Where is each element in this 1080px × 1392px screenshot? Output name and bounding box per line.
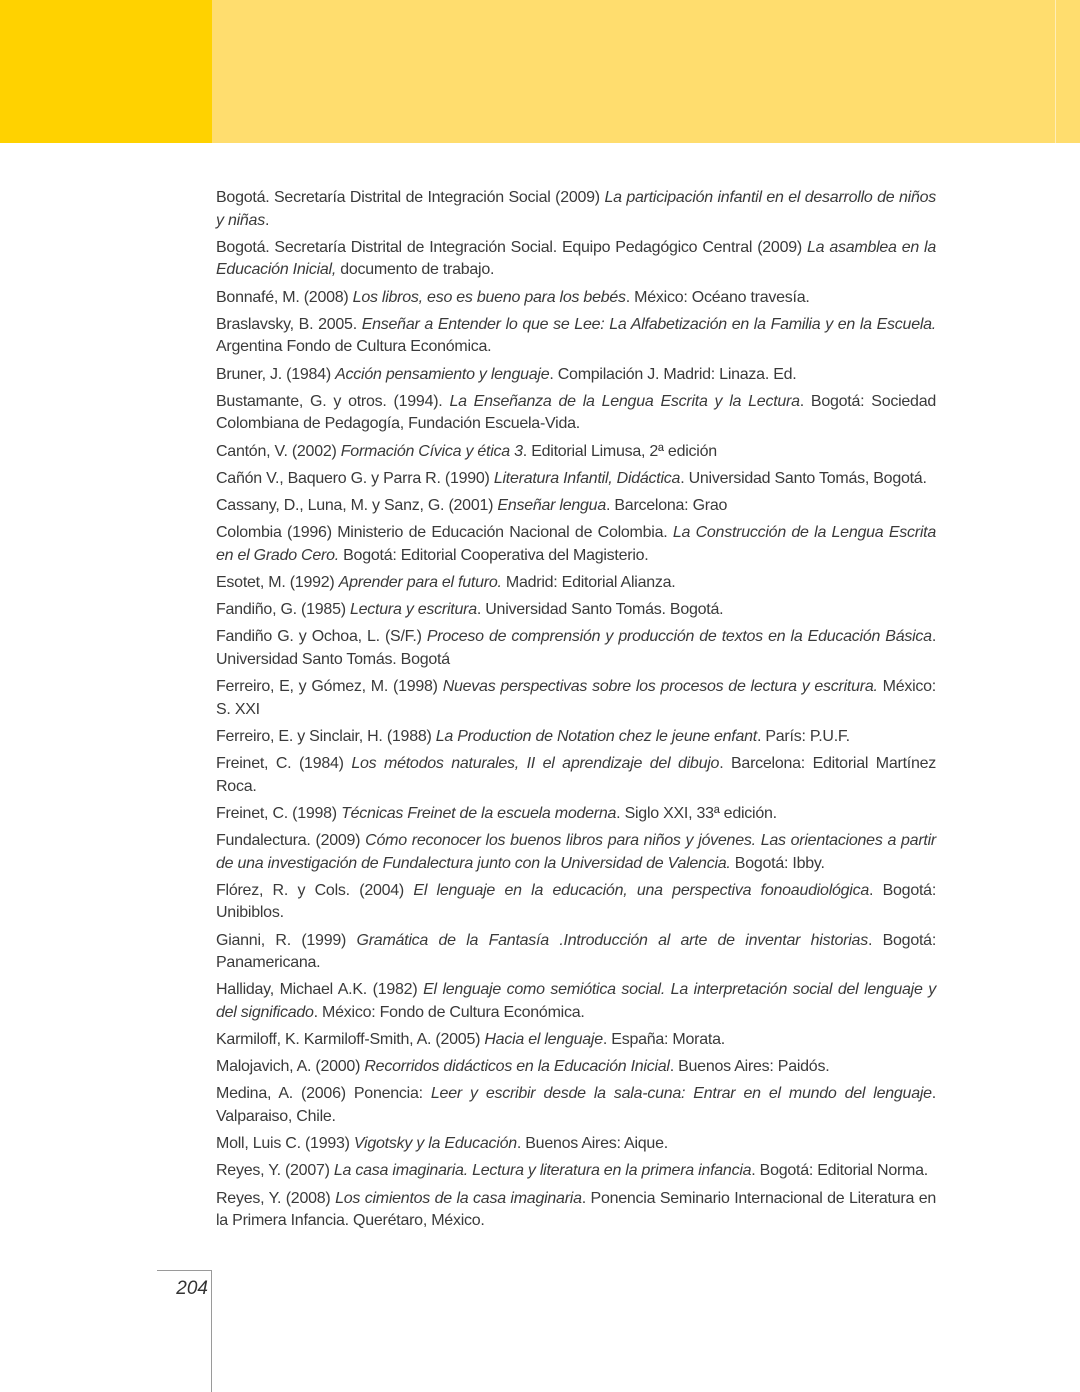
entry-text: Ferreiro, E. y Sinclair, H. (1988) xyxy=(216,727,436,745)
entry-text: Fandiño, G. (1985) xyxy=(216,601,350,619)
entry-text: Freinet, C. (1998) xyxy=(216,804,342,822)
bibliography-entry xyxy=(216,522,936,567)
entry-text: Karmiloff, K. Karmiloff-Smith, A. (2005) xyxy=(216,1031,485,1049)
entry-title: La Construcción de la Lengua Escrita en el Grado Cero. xyxy=(216,524,937,564)
bibliography-entry xyxy=(216,979,936,1024)
bibliography-entry xyxy=(216,1133,936,1156)
header-band-left xyxy=(0,0,212,143)
bibliography-entry xyxy=(216,930,936,975)
bibliography-entry xyxy=(216,676,936,721)
bibliography-entry xyxy=(216,364,936,387)
entry-text: Colombia (1996) Ministerio de Educación Nacional de Colombia. xyxy=(216,524,673,542)
entry-text: . Valparaiso, Chile. xyxy=(216,1085,936,1126)
entry-text: Argentina Fondo de Cultura Económica. xyxy=(216,338,492,356)
bibliography-list xyxy=(216,187,936,1237)
entry-text: . Universidad Santo Tomás. Bogotá xyxy=(216,628,937,668)
entry-title: La Production de Notation chez le jeune enfant xyxy=(435,727,757,745)
bibliography-entry xyxy=(216,1160,936,1183)
entry-text: . París: P.U.F. xyxy=(756,727,850,745)
entry-title: Hacia el lenguaje xyxy=(484,1031,603,1049)
entry-title: El lenguaje como semiótica social. La interpretación social del lenguaje y del significado xyxy=(216,981,937,1021)
entry-text: . Barcelona: Grao xyxy=(605,496,728,514)
bibliography-entry xyxy=(216,880,936,925)
entry-text: . xyxy=(264,211,270,229)
entry-title: Lectura y escritura xyxy=(350,601,477,619)
entry-text: . México: Océano travesía. xyxy=(625,288,810,306)
bibliography-entry xyxy=(216,391,936,436)
entry-title: Los libros, eso es bueno para los bebés xyxy=(352,288,626,306)
entry-text: Moll, Luis C. (1993) xyxy=(216,1135,354,1153)
bibliography-entry xyxy=(216,572,936,595)
entry-title: Leer y escribir desde la sala-cuna: Entrar en el mundo del lenguaje xyxy=(430,1085,932,1103)
entry-text: Medina, A. (2006) Ponencia: xyxy=(216,1085,431,1103)
entry-title: Aprender para el futuro. xyxy=(338,573,502,591)
header-band-right xyxy=(212,0,1080,143)
bibliography-entry xyxy=(216,599,936,622)
entry-text: Gianni, R. (1999) xyxy=(216,931,357,949)
entry-text: Cantón, V. (2002) xyxy=(216,442,341,460)
entry-text: Bogotá. Secretaría Distrital de Integración Social (2009) xyxy=(216,189,605,206)
entry-title: La participación infantil en el desarrollo de niños y niñas xyxy=(216,189,936,229)
entry-text: Halliday, Michael A.K. (1982) xyxy=(216,981,424,999)
entry-title: Nuevas perspectivas sobre los procesos de lectura y escritura. xyxy=(442,678,878,695)
entry-title: La Enseñanza de la Lengua Escrita y la Lectura xyxy=(449,392,800,410)
entry-text: . Compilación J. Madrid: Linaza. Ed. xyxy=(549,365,797,383)
bibliography-entry xyxy=(216,287,936,310)
entry-text: . Editorial Limusa, 2ª edición xyxy=(522,442,717,460)
entry-text: Freinet, C. (1984) xyxy=(216,754,352,772)
entry-text: Bustamante, G. y otros. (1994). xyxy=(216,392,450,410)
entry-title: El lenguaje en la educación, una perspectiva fonoaudiológica xyxy=(413,881,869,899)
entry-text: . México: Fondo de Cultura Económica. xyxy=(313,1003,585,1021)
bibliography-entry xyxy=(216,495,936,518)
bibliography-entry xyxy=(216,753,936,798)
entry-text: Bonnafé, M. (2008) xyxy=(216,288,353,306)
entry-text: . Bogotá: Sociedad Colombiana de Pedagogía, Fundación Escuela-Vida. xyxy=(216,392,937,433)
entry-title: Gramática de la Fantasía .Introducción al arte de inventar historias xyxy=(356,931,868,949)
bibliography-entry xyxy=(216,803,936,826)
entry-text: Reyes, Y. (2008) xyxy=(216,1189,336,1207)
entry-text: México: S. XXI xyxy=(216,678,937,718)
bibliography-entry xyxy=(216,726,936,749)
entry-text: Madrid: Editorial Alianza. xyxy=(501,573,676,591)
entry-title: Técnicas Freinet de la escuela moderna xyxy=(341,804,617,822)
entry-text: Fandiño G. y Ochoa, L. (S/F.) xyxy=(216,628,427,646)
entry-text: Bogotá: Ibby. xyxy=(730,854,825,872)
entry-text: Esotet, M. (1992) xyxy=(216,573,339,591)
bibliography-entry xyxy=(216,237,936,282)
bibliography-entry xyxy=(216,1188,936,1233)
bibliography-entry xyxy=(216,314,936,359)
entry-text: . Bogotá: Unibiblos. xyxy=(216,881,937,922)
footer-rule-vertical xyxy=(211,1270,212,1392)
entry-text: Reyes, Y. (2007) xyxy=(216,1162,334,1180)
entry-text: Bogotá. Secretaría Distrital de Integración Social. Equipo Pedagógico Central (2009) xyxy=(216,238,807,256)
entry-title: Enseñar lengua xyxy=(497,496,606,514)
bibliography-entry xyxy=(216,626,936,671)
entry-text: documento de trabajo. xyxy=(336,261,495,279)
entry-text: Braslavsky, B. 2005. xyxy=(216,315,362,333)
entry-text: . Siglo XXI, 33ª edición. xyxy=(616,804,777,822)
bibliography-entry xyxy=(216,468,936,491)
entry-title: Enseñar a Entender lo que se Lee: La Alfabetización en la Familia y en la Escuela. xyxy=(361,315,936,333)
entry-text: Ferreiro, E, y Gómez, M. (1998) xyxy=(216,678,443,695)
entry-text: . Bogotá: Panamericana. xyxy=(216,931,937,972)
entry-text: Cañón V., Baquero G. y Parra R. (1990) xyxy=(216,469,494,487)
bibliography-entry xyxy=(216,1083,936,1128)
entry-title: Recorridos didácticos en la Educación Inicial xyxy=(364,1058,670,1076)
entry-title: La casa imaginaria. Lectura y literatura en la primera infancia xyxy=(333,1162,752,1180)
entry-title: La asamblea en la Educación Inicial, xyxy=(216,238,937,279)
entry-title: Proceso de comprensión y producción de textos en la Educación Básica xyxy=(426,628,932,646)
entry-text: . Universidad Santo Tomás, Bogotá. xyxy=(680,469,927,487)
entry-text: Bogotá: Editorial Cooperativa del Magisterio. xyxy=(338,546,649,564)
entry-title: Los métodos naturales, II el aprendizaje del dibujo xyxy=(351,754,720,772)
entry-text: . Barcelona: Editorial Martínez Roca. xyxy=(216,754,937,795)
entry-text: . Ponencia Seminario Internacional de Literatura en la Primera Infancia. Querétaro, México. xyxy=(216,1189,937,1230)
entry-title: Literatura Infantil, Didáctica xyxy=(493,469,681,487)
entry-title: Vigotsky y la Educación xyxy=(353,1135,517,1153)
entry-title: Los cimientos de la casa imaginaria xyxy=(335,1189,582,1207)
entry-text: Malojavich, A. (2000) xyxy=(216,1058,365,1076)
entry-text: . Universidad Santo Tomás. Bogotá. xyxy=(476,601,724,619)
header-band-divider xyxy=(1055,0,1056,143)
bibliography-entry xyxy=(216,830,936,875)
entry-text: . Buenos Aires: Paidós. xyxy=(669,1058,830,1076)
entry-text: . Buenos Aires: Aique. xyxy=(516,1135,668,1153)
entry-text: . Bogotá: Editorial Norma. xyxy=(751,1162,928,1180)
bibliography-entry xyxy=(216,441,936,464)
bibliography-entry xyxy=(216,1056,936,1079)
entry-text: Bruner, J. (1984) xyxy=(216,365,336,383)
entry-title: Cómo reconocer los buenos libros para niños y jóvenes. Las orientaciones a partir de una investigación de Fundalectura junto con la Universidad de Valencia. xyxy=(216,831,936,872)
footer-rule-horizontal xyxy=(157,1270,212,1271)
bibliography-entry xyxy=(216,1029,936,1052)
entry-text: Flórez, R. y Cols. (2004) xyxy=(216,881,414,899)
entry-title: Formación Cívica y ética 3 xyxy=(340,442,523,460)
entry-text: . España: Morata. xyxy=(602,1031,725,1049)
entry-text: Fundalectura. (2009) xyxy=(216,831,366,849)
bibliography-entry xyxy=(216,187,936,232)
entry-text: Cassany, D., Luna, M. y Sanz, G. (2001) xyxy=(216,496,498,514)
entry-title: Acción pensamiento y lenguaje xyxy=(335,365,550,383)
page-number: 204 xyxy=(176,1278,208,1299)
